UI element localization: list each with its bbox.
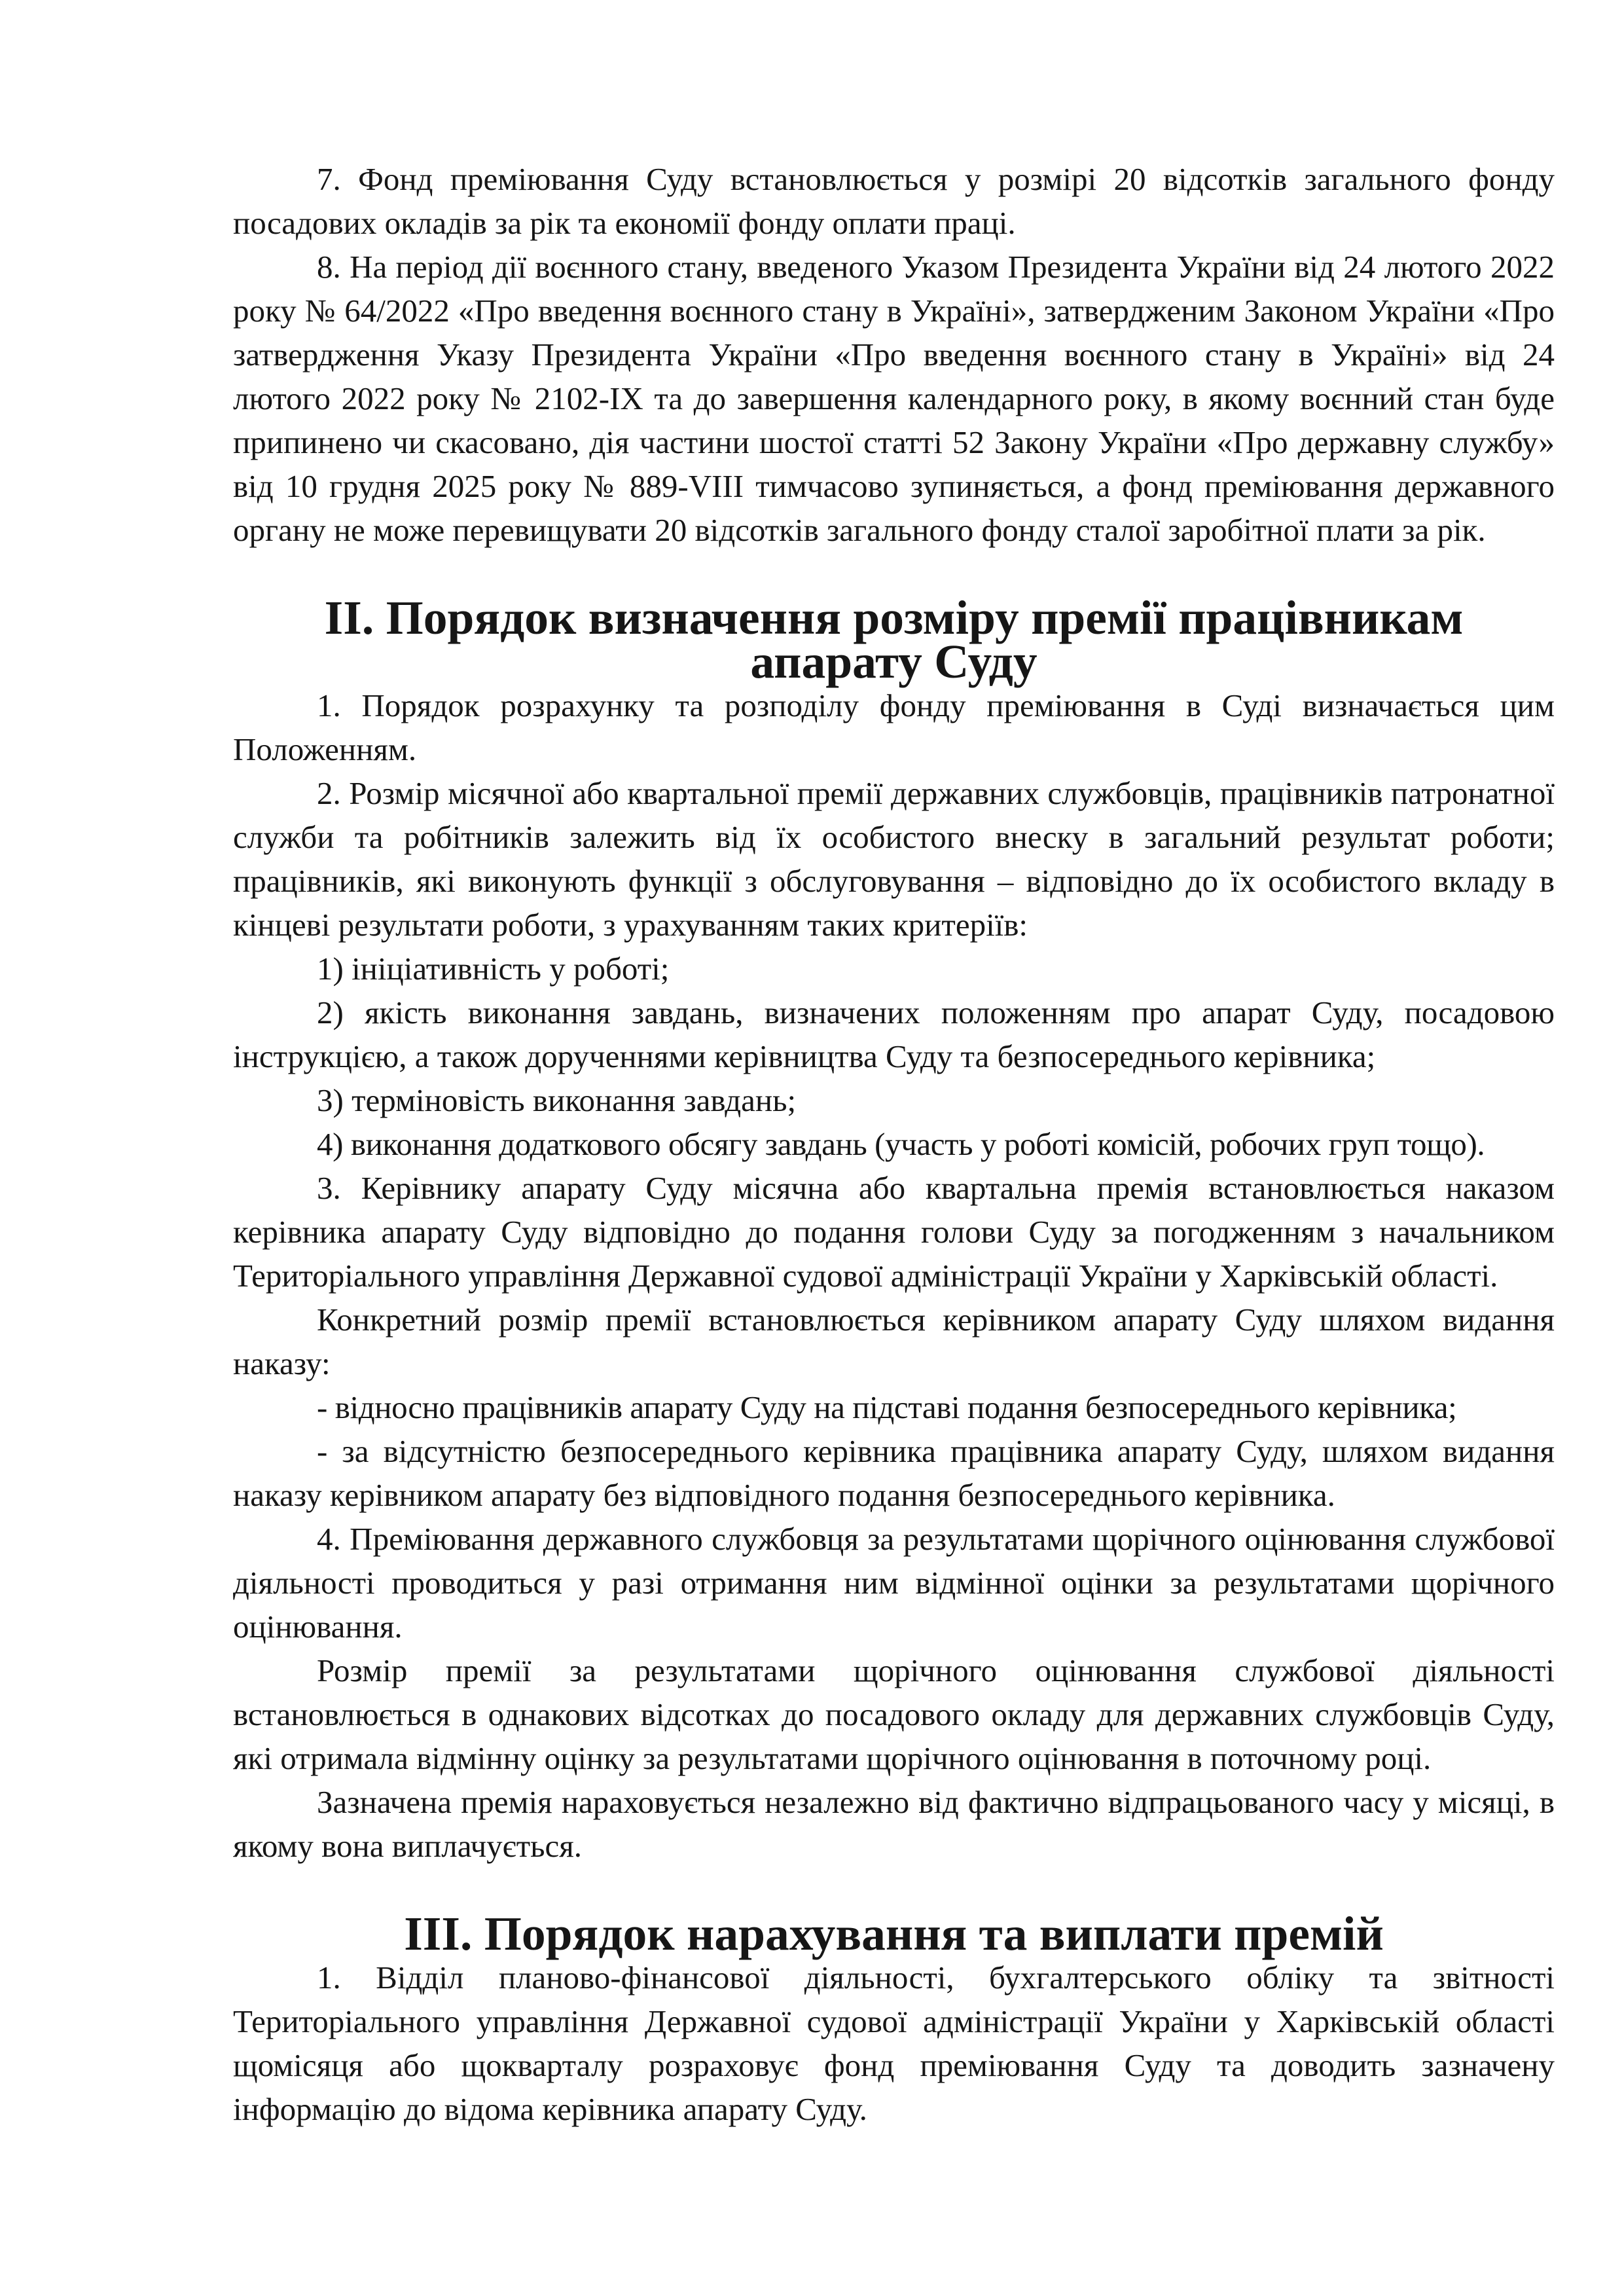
section-2-heading: II. Порядок визначення розміру премії працівникам апарату Суду: [324, 591, 1464, 688]
dash-item: - відносно працівників апарату Суду на підставі подання безпосереднього керівника;: [317, 1389, 1457, 1425]
section-2-paragraph-2: 2. Розмір місячної або квартальної премії державних службовців, працівників патронатної служби та робітників залежить від їх особистого внеску в загальний результат роботи; працівників, які виконують функції з обслуговування – відповідно до їх особистого вкладу в кінцеві результати роботи, з урахуванням таких критеріїв:: [233, 775, 1555, 943]
section-3-paragraph-1: 1. Відділ планово-фінансової діяльності, бухгалтерського обліку та звітності Територіального управління Державної судової адміністрації України у Харківській області щомісяця або щокварталу розраховує фонд преміювання Суду та доводить зазначену інформацію до відома керівника апарату Суду.: [233, 1959, 1555, 2127]
section-2-paragraph-3: 3. Керівнику апарату Суду місячна або квартальна премія встановлюється наказом керівника апарату Суду відповідно до подання голови Суду за погодженням з начальником Територіального управління Державної судової адміністрації України у Харківській області.: [233, 1170, 1555, 1294]
section-2-paragraph-4b: Розмір премії за результатами щорічного оцінювання службової діяльності встановлюється в однакових відсотках до посадового окладу для державних службовців Суду, які отримала відмінну оцінку за результатами щорічного оцінювання в поточному році.: [233, 1652, 1555, 1776]
section-2-paragraph-3b: Конкретний розмір премії встановлюється керівником апарату Суду шляхом видання наказу:: [233, 1302, 1555, 1381]
section-2-paragraph-4: 4. Преміювання державного службовця за результатами щорічного оцінювання службової діяльності проводиться у разі отримання ним відмінної оцінки за результатами щорічного оцінювання.: [233, 1521, 1555, 1645]
dash-item: - за відсутністю безпосереднього керівника працівника апарату Суду, шляхом видання наказу керівником апарату без відповідного подання безпосереднього керівника.: [233, 1433, 1555, 1513]
criterion-item: 2) якість виконання завдань, визначених положенням про апарат Суду, посадовою інструкцією, а також дорученнями керівництва Суду та безпосереднього керівника;: [233, 994, 1555, 1074]
section-2-paragraph-4c: Зазначена премія нараховується незалежно від фактично відпрацьованого часу у місяці, в якому вона виплачується.: [233, 1784, 1555, 1864]
document-page: [233, 157, 1555, 2131]
spacer: [233, 1868, 1555, 1912]
paragraph-8: 8. На період дії воєнного стану, введеного Указом Президента України від 24 лютого 2022 року № 64/2022 «Про введення воєнного стану в Україні», затвердженим Законом України «Про затвердження Указу Президента України «Про введення воєнного стану в Україні» від 24 лютого 2022 року № 2102-IX та до завершення календарного року, в якому воєнний стан буде припинено чи скасовано, дія частини шостої статті 52 Закону України «Про державну службу» від 10 грудня 2025 року № 889-VIII тимчасово зупиняється, а фонд преміювання державного органу не може перевищувати 20 відсотків загального фонду сталої заробітної плати за рік.: [233, 249, 1555, 548]
criterion-item: 3) терміновість виконання завдань;: [317, 1082, 797, 1118]
paragraph-7: 7. Фонд преміювання Суду встановлюється у розмірі 20 відсотків загального фонду посадових окладів за рік та економії фонду оплати праці.: [233, 161, 1555, 241]
section-2-paragraph-1: 1. Порядок розрахунку та розподілу фонду преміювання в Суді визначається цим Положенням.: [233, 687, 1555, 767]
section-3-heading: III. Порядок нарахування та виплати премій: [404, 1907, 1384, 1960]
spacer: [233, 552, 1555, 596]
criterion-item: 4) виконання додаткового обсягу завдань (участь у роботі комісій, робочих груп тощо).: [317, 1126, 1485, 1162]
criterion-item: 1) ініціативність у роботі;: [317, 951, 670, 987]
